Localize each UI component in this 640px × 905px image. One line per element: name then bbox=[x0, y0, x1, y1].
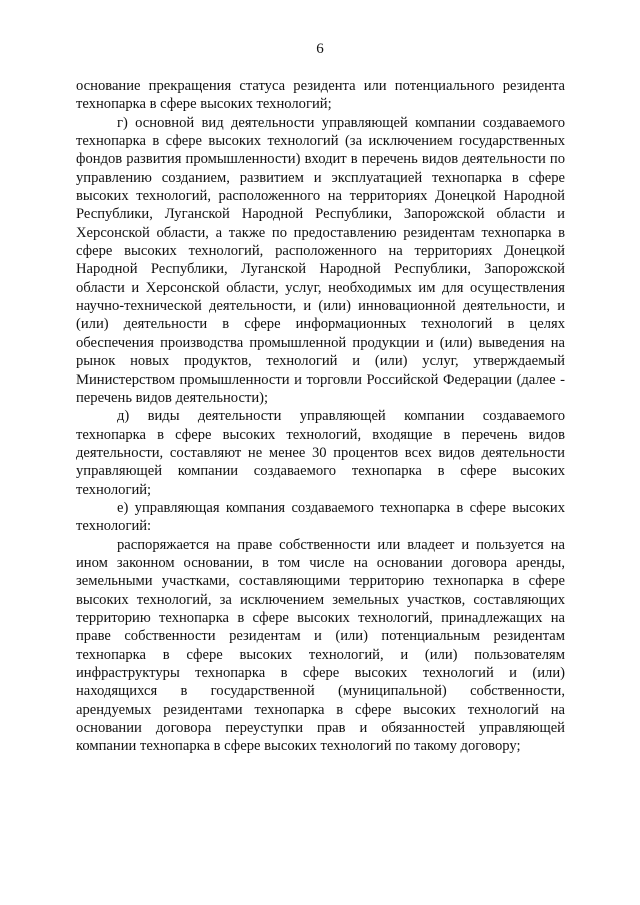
paragraph-item-e-subclause: распоряжается на праве собственности или владеет и пользуется на ином законном основании, в том числе на основании договора аренды, земельными участками, составляющими территорию технопарка в сфере высоких технологий, за исключением земельных участков, составляющих территорию технопарка в сфере высоких технологий, принадлежащих на праве собственности резидентам и (или) потенциальным резидентам технопарка в сфере высоких технологий, и (или) пользователям инфраструктуры технопарка в сфере высоких технологий и (или) находящихся в государственной (муниципальной) собственности, арендуемых резидентами технопарка в сфере высоких технологий на основании договора переуступки прав и обязанностей управляющей компании технопарка в сфере высоких технологий по такому договору; bbox=[76, 536, 565, 755]
document-body bbox=[76, 77, 565, 756]
page-number: 6 bbox=[316, 41, 324, 57]
paragraph-continuation: основание прекращения статуса резидента или потенциального резидента технопарка в сфере высоких технологий; bbox=[76, 78, 565, 113]
paragraph-item-e: е) управляющая компания создаваемого технопарка в сфере высоких технологий: bbox=[76, 499, 565, 535]
paragraph-item-g: г) основной вид деятельности управляющей компании создаваемого технопарка в сфере высоких технологий (за исключением государственных фондов развития промышленности) входит в перечень видов деятельности по управлению созданием, развитием и эксплуатацией технопарка в сфере высоких технологий, расположенного на территориях Донецкой Народной Республики, Луганской Народной Республики, Запорожской области и Херсонской области, а также по предоставлению резидентам технопарка в сфере высоких технологий, расположенного на территориях Донецкой Народной Республики, Луганской Народной Республики, Запорожской области и Херсонской области, услуг, необходимых им для осуществления научно-технической деятельности, и (или) инновационной деятельности, и (или) деятельности в сфере информационных технологий в целях обеспечения производства промышленной продукции и (или) выведения на рынок новых продуктов, технологий и (или) услуг, утверждаемый Министерством промышленности и торговли Российской Федерации (далее - перечень видов деятельности); bbox=[76, 114, 565, 406]
paragraph-item-d: д) виды деятельности управляющей компании создаваемого технопарка в сфере высоких технологий, входящие в перечень видов деятельности, составляют не менее 30 процентов всех видов деятельности управляющей компании создаваемого технопарка в сфере высоких технологий; bbox=[76, 408, 565, 498]
